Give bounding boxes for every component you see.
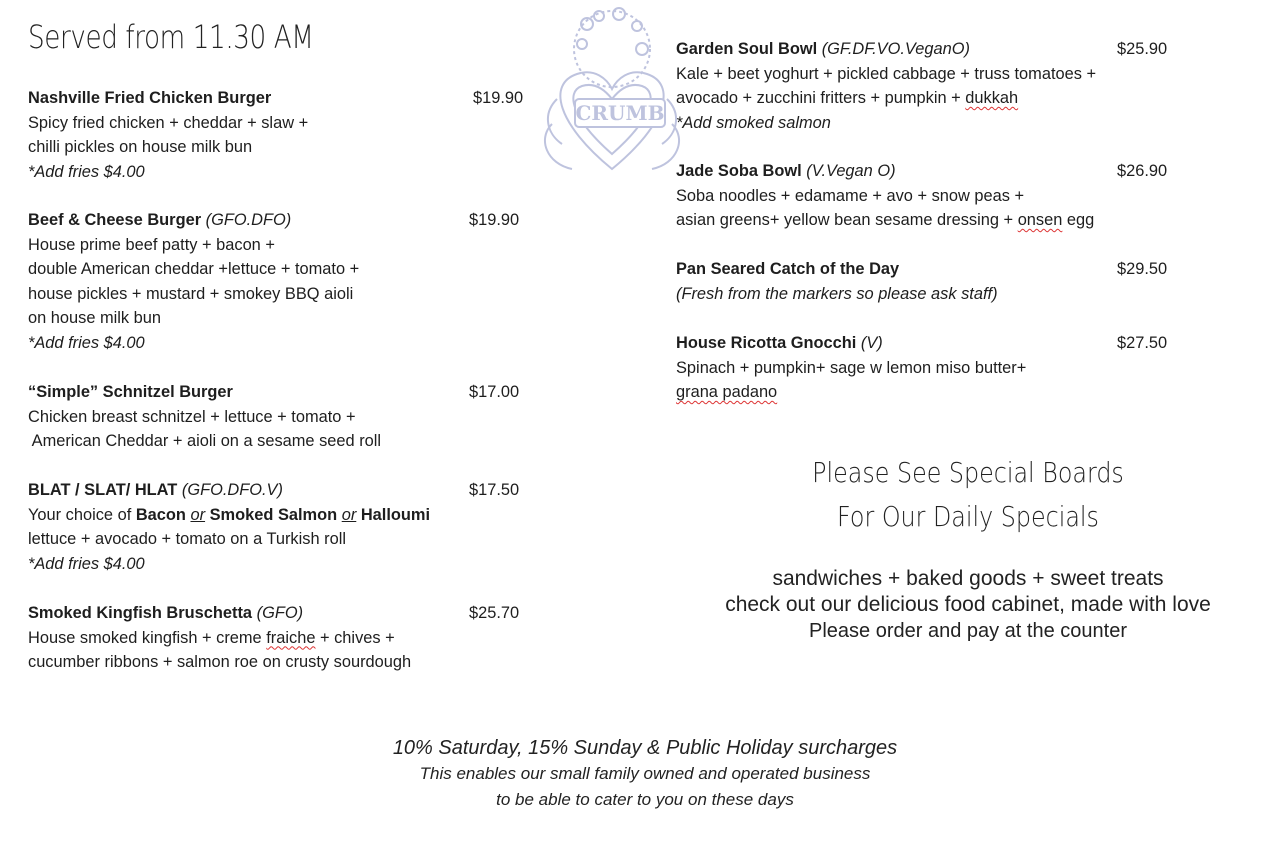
desc-text: avocado + zucchini fritters + pumpkin + [676, 89, 966, 107]
spellcheck-word: grana padano [676, 383, 778, 401]
item-desc: lettuce + avocado + tomato on a Turkish roll [28, 530, 346, 548]
item-name: Garden Soul Bowl [676, 40, 818, 58]
surcharge-explanation-2: to be able to cater to you on these days [496, 790, 794, 809]
item-name: Jade Soba Bowl [676, 162, 802, 180]
item-name: BLAT / SLAT/ HLAT [28, 481, 178, 499]
item-price: $25.90 [1117, 40, 1168, 58]
item-desc: cucumber ribbons + salmon roe on crusty sourdough [28, 653, 412, 671]
item-desc: Kale + beet yoghurt + pickled cabbage + truss tomatoes + [676, 64, 1097, 83]
menu-item [28, 380, 381, 454]
cabinet-line-3: Please order and pay at the counter [809, 620, 1127, 642]
item-name: Nashville Fried Chicken Burger [28, 89, 272, 107]
menu-item [676, 37, 1096, 135]
item-name: House Ricotta Gnocchi [676, 334, 857, 352]
item-note: *Add fries $4.00 [28, 554, 145, 573]
choice-halloumi: Halloumi [360, 505, 431, 524]
item-desc [28, 626, 411, 651]
menu-item [676, 159, 1094, 233]
item-price: $17.50 [469, 481, 520, 499]
item-price: $19.90 [469, 211, 520, 229]
item-tags: (GFO.DFO) [205, 211, 292, 229]
item-note: *Add fries $4.00 [28, 333, 145, 352]
item-desc [676, 380, 1026, 405]
spellcheck-word: dukkah [965, 89, 1019, 107]
item-tags: (V) [860, 334, 883, 352]
item-name: Beef & Cheese Burger [28, 211, 202, 229]
item-price: $29.50 [1117, 260, 1168, 278]
choice-prefix: Your choice of [28, 505, 136, 524]
item-desc: House prime beef patty + bacon + [28, 235, 275, 254]
item-price: $25.70 [469, 604, 520, 622]
item-desc: Soba noodles + edamame + avo + snow peas + [676, 186, 1025, 205]
spellcheck-word: fraiche [266, 628, 316, 647]
menu-item [676, 257, 998, 306]
menu-item [28, 478, 430, 576]
menu-item [28, 86, 308, 184]
item-desc: house pickles + mustard + smokey BBQ aioli [28, 284, 354, 303]
item-note: *Add fries $4.00 [28, 162, 145, 181]
choice-or: or [341, 505, 357, 524]
cabinet-line-2: check out our delicious food cabinet, made with love [725, 593, 1211, 616]
choice-or: or [190, 505, 206, 524]
menu-item [28, 601, 411, 675]
desc-text: asian greens+ yellow bean sesame dressing + [676, 211, 1018, 229]
spellcheck-word: onsen [1017, 211, 1063, 229]
item-desc [676, 86, 1096, 111]
desc-text: egg [1062, 211, 1095, 229]
menu-item [676, 331, 1026, 405]
logo-text: CRUMB [575, 101, 665, 125]
item-note: (Fresh from the markers so please ask staff) [676, 284, 998, 303]
desc-text: + chives + [315, 628, 395, 647]
item-price: $26.90 [1117, 162, 1168, 180]
item-desc: Spicy fried chicken + cheddar + slaw + [28, 113, 309, 132]
specials-line-1: Please See Special Boards [812, 456, 1124, 489]
surcharge-explanation-1: This enables our small family owned and operated business [419, 764, 871, 783]
item-name: Smoked Kingfish Bruschetta [28, 604, 253, 622]
item-desc: Chicken breast schnitzel + lettuce + tomato + [28, 407, 356, 426]
item-desc: double American cheddar +lettuce + tomato + [28, 260, 360, 278]
specials-line-2: For Our Daily Specials [837, 500, 1099, 533]
item-desc: American Cheddar + aioli on a sesame seed roll [28, 432, 382, 450]
item-price: $27.50 [1117, 334, 1168, 352]
item-desc: on house milk bun [28, 309, 162, 327]
choice-smoked-salmon: Smoked Salmon [209, 505, 338, 524]
heart-emblem-icon [537, 4, 697, 189]
item-tags: (GF.DF.VO.VeganO) [821, 40, 970, 58]
item-tags: (GFO.DFO.V) [181, 481, 283, 499]
item-desc: chilli pickles on house milk bun [28, 138, 253, 156]
item-desc: Spinach + pumpkin+ sage w lemon miso butter+ [676, 358, 1027, 377]
item-name: Pan Seared Catch of the Day [676, 260, 900, 278]
item-note: *Add smoked salmon [676, 113, 831, 132]
menu-item [28, 208, 359, 355]
item-price: $17.00 [469, 383, 520, 401]
item-price: $19.90 [473, 89, 524, 107]
cabinet-line-1: sandwiches + baked goods + sweet treats [772, 567, 1164, 590]
choice-bacon: Bacon [135, 505, 186, 524]
item-name: “Simple” Schnitzel Burger [28, 383, 233, 401]
served-from-heading: Served from 11.30 AM [28, 18, 314, 56]
item-desc [676, 208, 1094, 233]
desc-text: House smoked kingfish + creme [28, 628, 267, 647]
surcharge-notice: 10% Saturday, 15% Sunday & Public Holiday surcharges [392, 737, 898, 759]
item-choice-line [28, 503, 430, 528]
item-tags: (GFO) [256, 604, 304, 622]
item-tags: (V.Vegan O) [806, 162, 896, 180]
